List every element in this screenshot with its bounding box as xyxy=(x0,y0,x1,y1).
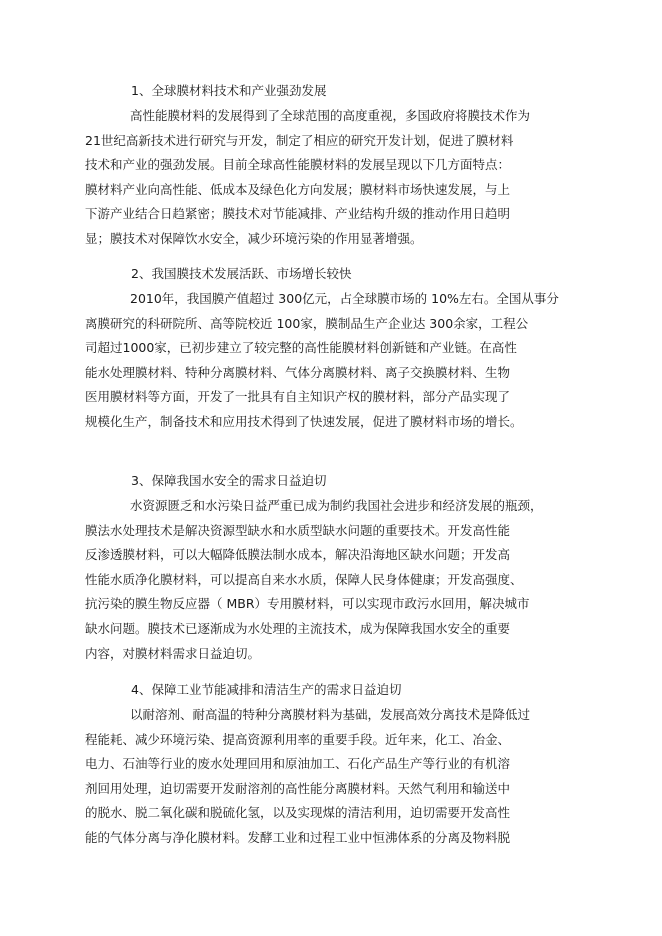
paragraph-line: 的脱水、脱二氧化碳和脱硫化氢，以及实现煤的清洁利用，迫切需要开发高性 xyxy=(85,805,511,821)
paragraph-line: 离膜研究的科研院所、高等院校近 100家，膜制品生产企业达 300余家，工程公 xyxy=(85,315,529,331)
paragraph-line: 21世纪高新技术进行研究与开发，制定了相应的研究开发计划，促进了膜材料 xyxy=(85,132,514,148)
section-1-heading: 1、全球膜材料技术和产业强劲发展 xyxy=(131,83,327,98)
section-4-paragraph xyxy=(85,703,545,851)
paragraph-line: 下游产业结合日趋紧密；膜技术对节能减排、产业结构升级的推动作用日趋明 xyxy=(85,206,511,222)
paragraph-line: 2010年，我国膜产值超过 300亿元，占全球膜市场的 10%左右。全国从事分 xyxy=(130,291,559,306)
paragraph-line: 能水处理膜材料、特种分离膜材料、气体分离膜材料、离子交换膜材料、生物 xyxy=(85,364,511,380)
section-3-paragraph xyxy=(85,494,545,666)
paragraph-line: 性能水质净化膜材料，可以提高自来水水质，保障人民身体健康；开发高强度、 xyxy=(85,571,523,587)
section-3-heading: 3、保障我国水安全的需求日益迫切 xyxy=(131,473,327,488)
paragraph-line: 以耐溶剂、耐高温的特种分离膜材料为基础，发展高效分离技术是降低过 xyxy=(130,707,531,722)
section-4-heading: 4、保障工业节能减排和清洁生产的需求日益迫切 xyxy=(131,682,402,697)
paragraph-line: 抗污染的膜生物反应器（ MBR）专用膜材料，可以实现市政污水回用，解决城市 xyxy=(85,596,530,612)
paragraph-line: 高性能膜材料的发展得到了全球范围的高度重视，多国政府将膜技术作为 xyxy=(130,108,531,123)
paragraph-line: 膜材料产业向高性能、低成本及绿色化方向发展；膜材料市场快速发展，与上 xyxy=(85,181,511,197)
paragraph-line: 能的气体分离与净化膜材料。发酵工业和过程工业中恒沸体系的分离及物料脱 xyxy=(85,829,511,845)
paragraph-line: 剂回用处理，迫切需要开发耐溶剂的高性能分离膜材料。天然气利用和输送中 xyxy=(85,780,511,796)
paragraph-line: 膜法水处理技术是解决资源型缺水和水质型缺水问题的重要技术。开发高性能 xyxy=(85,522,511,538)
paragraph-line: 反渗透膜材料，可以大幅降低膜法制水成本，解决沿海地区缺水问题；开发高 xyxy=(85,547,511,563)
section-2-heading: 2、我国膜技术发展活跃、市场增长较快 xyxy=(131,266,352,281)
paragraph-line: 水资源匮乏和水污染日益严重已成为制约我国社会进步和经济发展的瓶颈， xyxy=(130,498,543,513)
paragraph-line: 司超过1000家，已初步建立了较完整的高性能膜材料创新链和产业链。在高性 xyxy=(85,340,517,356)
paragraph-line: 规模化生产，制备技术和应用技术得到了快速发展，促进了膜材料市场的增长。 xyxy=(85,413,523,429)
paragraph-line: 内容，对膜材料需求日益迫切。 xyxy=(85,645,261,661)
paragraph-line: 技术和产业的强劲发展。目前全球高性能膜材料的发展呈现以下几方面特点： xyxy=(85,157,511,173)
section-1-paragraph xyxy=(85,104,545,252)
paragraph-line: 电力、石油等行业的废水处理回用和原油加工、石化产品生产等行业的有机溶 xyxy=(85,756,511,772)
section-2-paragraph xyxy=(85,287,559,435)
paragraph-line: 医用膜材料等方面，开发了一批具有自主知识产权的膜材料，部分产品实现了 xyxy=(85,389,511,405)
paragraph-line: 程能耗、减少环境污染、提高资源利用率的重要手段。近年来，化工、冶金、 xyxy=(85,731,511,747)
paragraph-line: 显；膜技术对保障饮水安全，减少环境污染的作用显著增强。 xyxy=(85,230,423,246)
paragraph-line: 缺水问题。膜技术已逐渐成为水处理的主流技术，成为保障我国水安全的重要 xyxy=(85,620,511,636)
